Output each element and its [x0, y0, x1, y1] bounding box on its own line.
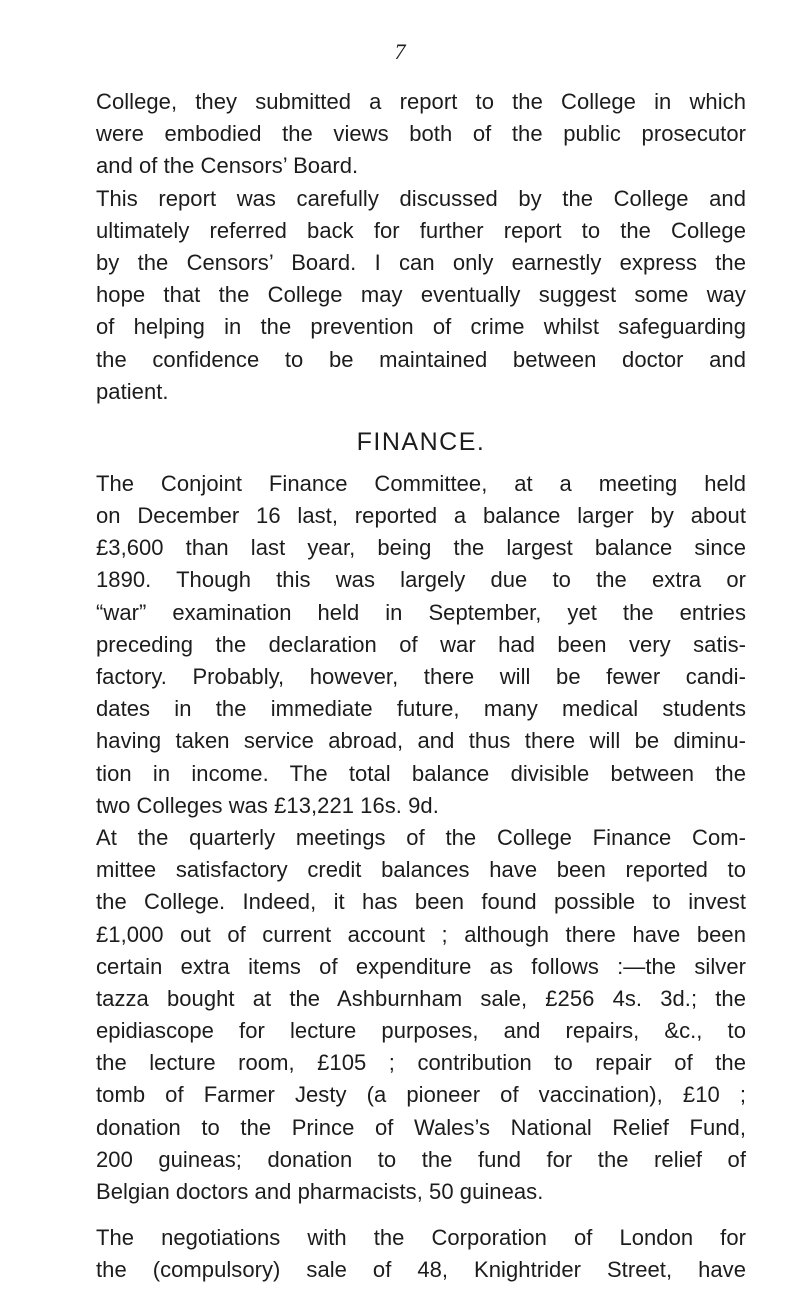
paragraph-negotiations — [96, 1222, 746, 1286]
text-line: and of the Censors’ Board. — [96, 153, 359, 179]
paragraph-report — [96, 86, 746, 183]
text-line: donation to the Prince of Wales’s National Relief Fund, — [96, 1114, 746, 1140]
body-text — [96, 86, 746, 1287]
text-line: tion in income. The total balance divisible between the — [96, 760, 746, 786]
text-line: certain extra items of expenditure as follows :—the silver — [96, 953, 746, 979]
text-line: 200 guineas; donation to the fund for the relief of — [96, 1146, 746, 1172]
text-line: the lecture room, £105 ; contribution to repair of the — [96, 1050, 746, 1076]
section-heading-finance: FINANCE. — [356, 427, 486, 456]
text-line: Belgian doctors and pharmacists, 50 guineas. — [96, 1179, 544, 1204]
text-line: having taken service abroad, and thus there will be diminu- — [96, 728, 746, 754]
text-line: £1,000 out of current account ; although there have been — [96, 921, 746, 947]
text-line: “war” examination held in September, yet the entries — [96, 599, 746, 625]
text-line: mittee satisfactory credit balances have been reported to — [96, 857, 746, 883]
text-line: on December 16 last, reported a balance larger by about — [96, 503, 746, 529]
page-number: 7 — [394, 39, 406, 64]
paragraph-discussion — [96, 183, 746, 408]
text-line: tomb of Farmer Jesty (a pioneer of vaccination), £10 ; — [96, 1082, 746, 1108]
text-line: £3,600 than last year, being the largest balance since — [96, 535, 746, 561]
paragraph-finance-committee — [96, 468, 746, 822]
text-line: the College. Indeed, it has been found possible to invest — [96, 889, 746, 915]
text-line: epidiascope for lecture purposes, and repairs, &c., to — [96, 1018, 746, 1044]
text-line: This report was carefully discussed by the College and — [96, 185, 746, 211]
text-line: patient. — [96, 378, 169, 404]
text-line: hope that the College may eventually suggest some way — [96, 282, 746, 308]
text-line: two Colleges was £13,221 16s. 9d. — [96, 792, 439, 818]
text-line: of helping in the prevention of crime whilst safeguarding — [96, 314, 746, 340]
paragraph-quarterly-meetings — [96, 822, 746, 1208]
text-line: 1890. Though this was largely due to the extra or — [96, 567, 746, 593]
text-line: preceding the declaration of war had been very satis- — [96, 631, 746, 657]
text-line: factory. Probably, however, there will be fewer candi- — [96, 664, 746, 689]
text-line: The negotiations with the Corporation of London for — [96, 1225, 746, 1251]
text-line: by the Censors’ Board. I can only earnestly express the — [96, 249, 746, 275]
text-line: At the quarterly meetings of the College Finance Com- — [96, 824, 746, 850]
text-line: dates in the immediate future, many medical students — [96, 696, 746, 722]
text-line: tazza bought at the Ashburnham sale, £256 4s. 3d.; the — [96, 985, 746, 1011]
paragraph-gap — [96, 1208, 746, 1222]
text-line: The Conjoint Finance Committee, at a meeting held — [96, 470, 746, 496]
text-line: the (compulsory) sale of 48, Knightrider Street, have — [96, 1257, 746, 1283]
text-line: the confidence to be maintained between doctor and — [96, 346, 746, 372]
text-line: were embodied the views both of the public prosecutor — [96, 121, 746, 147]
text-line: ultimately referred back for further report to the College — [96, 217, 746, 243]
text-line: College, they submitted a report to the College in which — [96, 89, 746, 114]
